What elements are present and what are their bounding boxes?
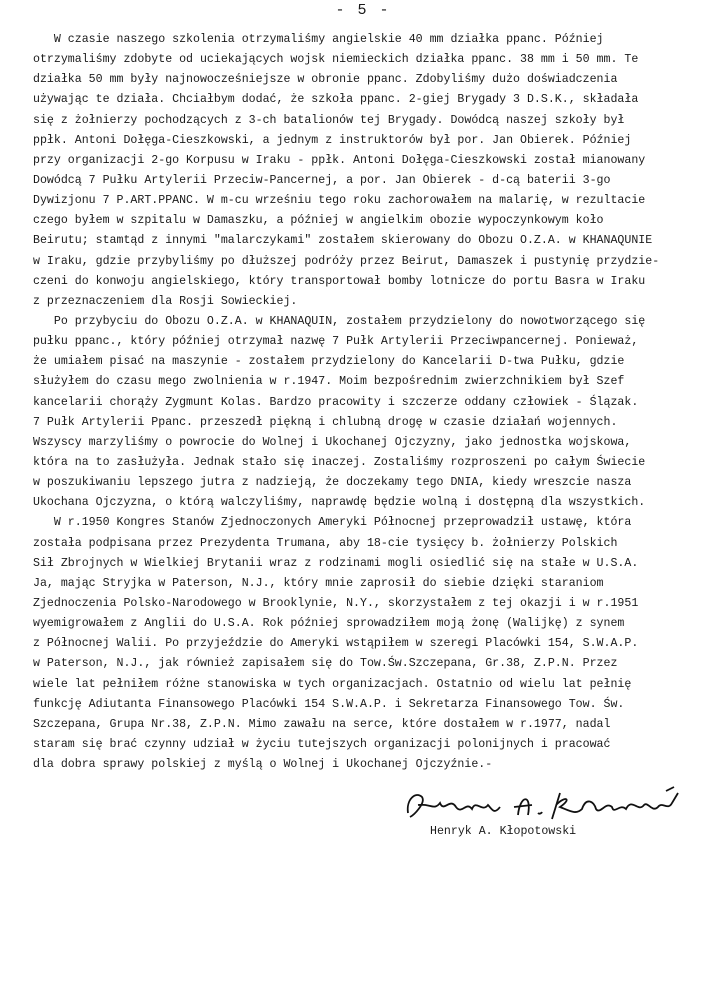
text-line: Ukochana Ojczyzna, o którą walczyliśmy, naprawdę będzie wolną i dostępną dla wszystkich. bbox=[33, 496, 646, 510]
text-line: z przeznaczeniem dla Rosji Sowieckiej. bbox=[33, 294, 298, 308]
text-line: Sił Zbrojnych w Wielkiej Brytanii wraz z rodzinami mogli osiedlić się na stałe w U.S.A. bbox=[33, 556, 639, 570]
text-line: działka 50 mm były najnowocześniejsze w obronie ppanc. Zdobyliśmy dużo doświadczenia bbox=[33, 73, 618, 87]
text-line: pułku ppanc., który później otrzymał nazwę 7 Pułk Artylerii Przeciwpancernej. Ponieważ, bbox=[33, 335, 639, 349]
text-line: w poszukiwaniu lepszego jutra z nadzieją, że doczekamy tego DNIA, kiedy wreszcie nasza bbox=[33, 476, 632, 490]
text-line: w Paterson, N.J., jak również zapisałem się do Tow.Św.Szczepana, Gr.38, Z.P.N. Przez bbox=[33, 657, 618, 671]
text-line: czeni do konwoju angielskiego, który transportował bomby lotnicze do portu Basra w Iraku bbox=[33, 274, 646, 288]
handwritten-signature bbox=[400, 785, 700, 827]
text-line: że umiałem pisać na maszynie - zostałem przydzielony do Kancelarii D-twa Pułku, gdzie bbox=[33, 355, 625, 369]
text-line: Dowódcą 7 Pułku Artylerii Przeciw-Pancernej, a por. Jan Obierek - d-cą baterii 3-go bbox=[33, 173, 611, 187]
text-line: Dywizjonu 7 P.ART.PPANC. W m-cu wrześniu tego roku zachorowałem na malarię, w rezultacie bbox=[33, 194, 646, 208]
text-line: W r.1950 Kongres Stanów Zjednoczonych Ameryki Północnej przeprowadził ustawę, która bbox=[33, 516, 632, 530]
text-line: służyłem do czasu mego zwolnienia w r.1947. Moim bezpośrednim zwierzchnikiem był Szef bbox=[33, 375, 625, 389]
text-line: została podpisana przez Prezydenta Trumana, aby 18-cie tysięcy b. żołnierzy Polskich bbox=[33, 536, 618, 550]
signature-block bbox=[400, 785, 700, 845]
text-line: się z żołnierzy pochodzących z 3-ch batalionów tej Brygady. Dowódcą naszej szkoły był bbox=[33, 113, 625, 127]
text-line: czego byłem w szpitalu w Damaszku, a później w angielkim obozie wypoczynkowym koło bbox=[33, 214, 604, 228]
signer-name: Henryk A. Kłopotowski bbox=[430, 825, 577, 838]
letter-body bbox=[33, 30, 723, 775]
text-line: Po przybyciu do Obozu O.Z.A. w KHANAQUIN, zostałem przydzielony do nowotworzącego się bbox=[33, 314, 646, 328]
text-line: wiele lat pełniłem różne stanowiska w tych organizacjach. Ostatnio od wielu lat pełnię bbox=[33, 677, 632, 691]
text-line: funkcję Adiutanta Finansowego Placówki 154 S.W.A.P. i Sekretarza Finansowego Tow. Św. bbox=[33, 697, 625, 711]
text-line: W czasie naszego szkolenia otrzymaliśmy angielskie 40 mm działka ppanc. Później bbox=[33, 33, 604, 46]
text-line: Ja, mając Stryjka w Paterson, N.J., który mnie zaprosił do siebie dzięki staraniom bbox=[33, 576, 604, 590]
text-line: Szczepana, Grupa Nr.38, Z.P.N. Mimo zawału na serce, które dostałem w r.1977, nadal bbox=[33, 717, 611, 731]
text-line: Wszyscy marzyliśmy o powrocie do Wolnej i Ukochanej Ojczyzny, jako jednostka wojskowa, bbox=[33, 435, 632, 449]
text-line: wyemigrowałem z Anglii do U.S.A. Rok później sprowadziłem moją żonę (Walijkę) z synem bbox=[33, 617, 625, 631]
text-line: staram się brać czynny udział w życiu tutejszych organizacji polonijnych i pracować bbox=[33, 737, 611, 751]
text-line: która na to zasłużyła. Jednak stało się inaczej. Zostaliśmy rozproszeni po całym Świecie bbox=[33, 455, 646, 469]
text-line: kancelarii chorąży Zygmunt Kolas. Bardzo pracowity i szczerze oddany człowiek - Ślązak. bbox=[33, 395, 639, 409]
text-line: z Północnej Walii. Po przyjeździe do Ameryki wstąpiłem w szeregi Placówki 154, S.W.A.P. bbox=[33, 637, 639, 651]
text-line: w Iraku, gdzie przybyliśmy po dłuższej podróży przez Beirut, Damaszek i pustynię przydzie- bbox=[33, 254, 660, 268]
text-line: otrzymaliśmy zdobyte od uciekających wojsk niemieckich działka ppanc. 38 mm i 50 mm. Te bbox=[33, 53, 639, 67]
page-number: - 5 - bbox=[335, 2, 391, 19]
text-line: ppłk. Antoni Dołęga-Cieszkowski, a jednym z instruktorów był por. Jan Obierek. Później bbox=[33, 133, 632, 147]
text-line: Zjednoczenia Polsko-Narodowego w Brooklynie, N.Y., skorzystałem z tej okazji i w r.1951 bbox=[33, 596, 639, 610]
text-line: przy organizacji 2-go Korpusu w Iraku - ppłk. Antoni Dołęga-Cieszkowski został mianowany bbox=[33, 153, 646, 167]
text-line: używając te działa. Chciałbym dodać, że szkoła ppanc. 2-giej Brygady 3 D.S.K., składała bbox=[33, 93, 639, 107]
text-line: 7 Pułk Artylerii Ppanc. przeszedł piękną i chlubną drogę w czasie działań wojennych. bbox=[33, 415, 618, 429]
text-line: dla dobra sprawy polskiej z myślą o Wolnej i Ukochanej Ojczyźnie.- bbox=[33, 758, 493, 772]
text-line: Beirutu; stamtąd z innymi "malarczykami" zostałem skierowany do Obozu O.Z.A. w KHANAQUNIE bbox=[33, 234, 653, 248]
